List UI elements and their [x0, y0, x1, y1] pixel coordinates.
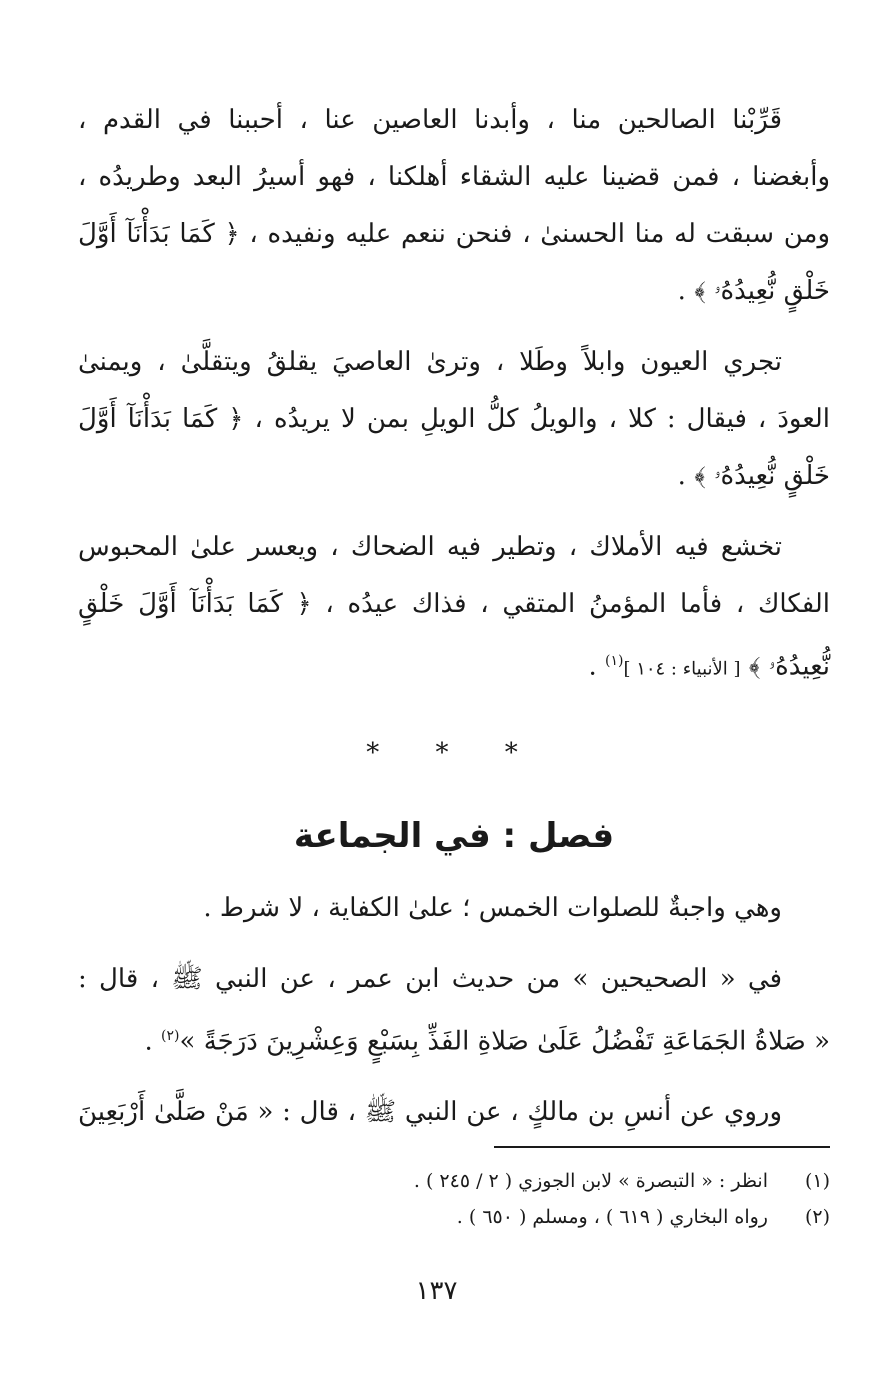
paragraph-6 [78, 1084, 830, 1141]
page-number: ١٣٧ [415, 1276, 458, 1306]
hadith-text: « صَلاةُ الجَمَاعَةِ تَفْضُلُ عَلَىٰ صَلاةِ الفَذِّ بِسَبْعٍ وَعِشْرِينَ دَرَجَةً » [179, 1026, 830, 1057]
paragraph-2-line-2 [78, 391, 830, 448]
paragraph-2-line-1: تجري العيون وابلاً وطَلا ، وترىٰ العاصيَ يقلقُ ويتقلَّىٰ ، ويمنىٰ [78, 347, 782, 377]
footnote-number: (١) [804, 1170, 830, 1192]
full-stop: . [677, 276, 686, 306]
footnote-text: انظر : « التبصرة » لابن الجوزي ( ٢ / ٢٤٥ ) . [413, 1170, 768, 1192]
paragraph-3 [78, 519, 830, 698]
paragraph-2-line-3 [78, 448, 830, 505]
footnote-1 [78, 1163, 830, 1199]
full-stop: . [144, 1026, 153, 1057]
paragraph-1-line-3 [78, 206, 830, 263]
paragraph-5-line-1: في « الصحيحين » من حديث ابن عمر ، عن النبي ﷺ ، قال : [78, 963, 782, 994]
section-heading: فصل : في الجماعة [293, 815, 615, 856]
quran-verse-opening: ﴿ كَمَا بَدَأْنَآ أَوَّلَ [78, 219, 240, 249]
paragraph-3-text: الفكاك ، فأما المؤمنُ المتقي ، فذاك عيدُه ، [325, 589, 831, 619]
footnote-marker-1: (١) [604, 653, 624, 669]
paragraph-5-line-2 [78, 1008, 830, 1071]
paragraph-3-line-3 [78, 633, 830, 698]
paragraph-3-line-1: تخشع فيه الأملاك ، وتطير فيه الضحاك ، ويعسر علىٰ المحبوس [78, 532, 782, 562]
footnote-2 [78, 1199, 830, 1235]
paragraph-2-text: العودَ ، فيقال : كلا ، والويلُ كلُّ الويلِ بمن لا يريدُه ، [254, 404, 831, 434]
footnote-text: رواه البخاري ( ٦١٩ ) ، ومسلم ( ٦٥٠ ) . [456, 1206, 768, 1228]
paragraph-5 [78, 951, 830, 1071]
paragraph-3-line-2 [78, 576, 830, 633]
paragraph-1-line-1: قَرِّبْنا الصالحين منا ، وأبدنا العاصين عنا ، أحببنا في القدم ، [78, 105, 782, 135]
verse-reference: [ الأنبياء : ١٠٤ ] [623, 658, 741, 680]
full-stop: . [677, 461, 686, 491]
quran-verse-closing: نُّعِيدُهُۥ ﴾ [748, 651, 830, 682]
paragraph-4-line-1: وهي واجبةٌ للصلوات الخمس ؛ علىٰ الكفاية ، لا شرط . [203, 892, 782, 923]
footnotes [78, 1163, 830, 1235]
paragraph-6-line-1: وروي عن أنسِ بن مالكٍ ، عن النبي ﷺ ، قال : « مَنْ صَلَّىٰ أَرْبَعِينَ [78, 1097, 782, 1128]
quran-verse-closing: خَلْقٍ نُّعِيدُهُۥ ﴾ [694, 276, 830, 306]
paragraph-1-line-2: وأبغضنا ، فمن قضينا عليه الشقاء أهلكنا ، فهو أسيرُ البعد وطريدُه ، [78, 162, 830, 192]
footnote-separator [494, 1146, 830, 1148]
full-stop: . [588, 651, 597, 682]
footnote-number: (٢) [804, 1206, 830, 1228]
quran-verse-closing: خَلْقٍ نُّعِيدُهُۥ ﴾ [694, 461, 830, 491]
quran-verse-opening: ﴿ كَمَا بَدَأْنَآ أَوَّلَ [78, 404, 244, 434]
footnote-marker-2: (٢) [161, 1027, 180, 1044]
paragraph-1-line-4 [78, 263, 830, 320]
paragraph-4 [78, 880, 830, 937]
quran-verse-opening: ﴿ كَمَا بَدَأْنَآ أَوَّلَ خَلْقٍ [78, 589, 312, 619]
paragraph-1 [78, 92, 830, 320]
paragraph-2 [78, 334, 830, 505]
page-body [78, 92, 830, 1141]
section-divider-stars: * * * [366, 737, 542, 768]
paragraph-1-text: ومن سبقت له منا الحسنىٰ ، فنحن ننعم عليه ونفيده ، [249, 219, 830, 249]
